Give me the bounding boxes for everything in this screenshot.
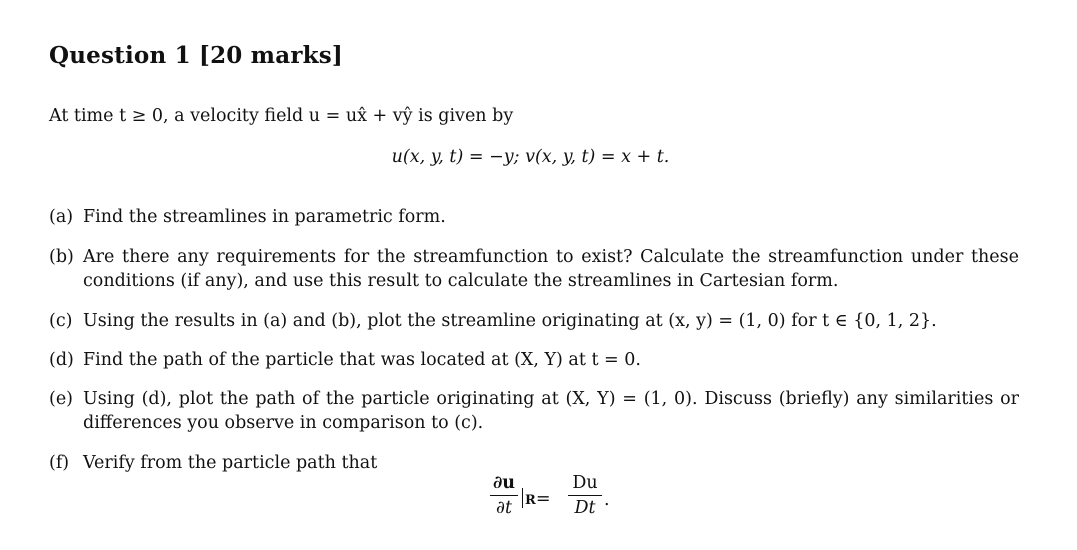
partial-numerator: ∂u bbox=[492, 473, 516, 493]
part-a bbox=[49, 205, 1019, 229]
fraction-bar bbox=[490, 495, 518, 496]
part-d-label: (d) bbox=[49, 350, 74, 370]
fraction-bar bbox=[568, 495, 602, 496]
material-denominator: Dt bbox=[574, 498, 596, 518]
part-b-label: (b) bbox=[49, 247, 74, 267]
part-a-label: (a) bbox=[49, 207, 74, 227]
part-b-text: Are there any requirements for the streamfunction to exist? Calculate the streamfunction under these conditions (if any), and use this result to calculate the streamlines in Cartesian form. bbox=[83, 247, 1019, 291]
part-c-label: (c) bbox=[49, 311, 73, 331]
velocity-equation-text: u(x, y, t) = −y; v(x, y, t) = x + t. bbox=[391, 147, 670, 167]
part-d-text: Find the path of the particle that was located at (X, Y) at t = 0. bbox=[83, 350, 641, 370]
equation-period: . bbox=[604, 490, 610, 510]
part-d bbox=[49, 348, 1019, 372]
part-e-text: Using (d), plot the path of the particle originating at (X, Y) = (1, 0). Discuss (briefly) any similarities or differences you observe in comparison to (c). bbox=[83, 389, 1019, 433]
intro-text: At time t ≥ 0, a velocity field u = ux̂ + vŷ is given by bbox=[49, 106, 514, 126]
evaluation-line bbox=[522, 488, 523, 508]
part-c-text: Using the results in (a) and (b), plot the streamline originating at (x, y) = (1, 0) for t ∈ {0, 1, 2}. bbox=[83, 311, 937, 331]
question-heading: Question 1 [20 marks] bbox=[49, 42, 344, 69]
part-b bbox=[49, 245, 1019, 293]
partial-derivative-fraction bbox=[490, 472, 518, 519]
part-a-text: Find the streamlines in parametric form. bbox=[83, 207, 446, 227]
evaluation-subscript: R bbox=[525, 493, 536, 508]
material-numerator: Du bbox=[572, 473, 598, 493]
part-f-label: (f) bbox=[49, 453, 70, 473]
part-f bbox=[49, 451, 1019, 475]
evaluation-bar bbox=[522, 488, 550, 509]
partial-denominator: ∂t bbox=[495, 498, 513, 518]
velocity-equation bbox=[0, 147, 1077, 167]
part-e-label: (e) bbox=[49, 389, 74, 409]
part-c bbox=[49, 309, 1019, 333]
part-f-text: Verify from the particle path that bbox=[83, 453, 378, 473]
material-derivative-fraction bbox=[568, 472, 602, 519]
equals-sign: = bbox=[535, 489, 551, 509]
part-e bbox=[49, 387, 1019, 435]
